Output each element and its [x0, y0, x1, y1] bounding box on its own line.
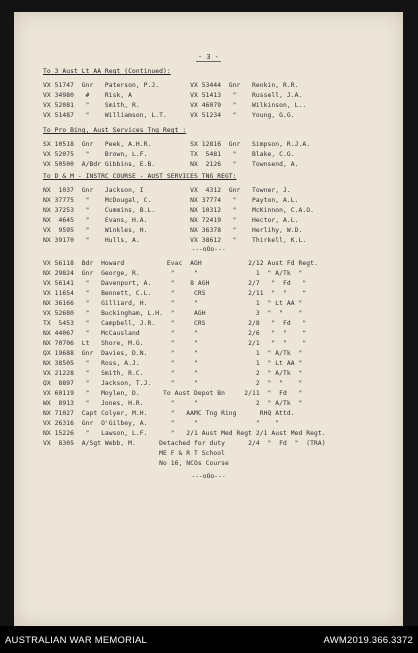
posting-row: VX 8305 A/Sgt Webb, M. Detached for duty 2/4 " Fd " (TRA) — [43, 440, 326, 447]
posting-row: VX 26316 Gnr O'Gilbey, A. " " " " — [43, 420, 280, 427]
posting-row: NX 44067 " McCausland " " 2/6 " " " — [43, 330, 307, 337]
posting-row: VX 11654 " Bennett, C.L. " CRS 2/11 " " " — [43, 290, 307, 297]
posting-row: WX 8913 " Jones, H.R. " " 2 " A/Tk " — [43, 400, 303, 407]
separator-end: ---oOo--- — [191, 473, 226, 480]
posting-row: VX 60119 " Moylen, D. To Aust Depot Bn 2/11 " Fd " — [43, 390, 303, 397]
posting-row: TX 5453 " Campbell, J.R. " CRS 2/8 " Fd " — [43, 320, 307, 327]
posting-row: VX 56141 " Davenport, A. " 8 AGH 2/7 " Fd " — [43, 280, 307, 287]
posting-row: NX 36166 " Gilliard, H. " " 1 " Lt AA " — [43, 300, 303, 307]
roll-row: NX 37775 " McDougal, C. NX 37774 " Payton, A.L. — [43, 197, 299, 204]
section-heading: To 3 Aust Lt AA Regt (Continued): — [43, 68, 171, 75]
roll-row: VX 52075 " Brown, L.F. TX 5481 " Blake, C.G. — [43, 151, 295, 158]
page-number: - 3 - — [197, 53, 220, 61]
posting-row: VX 56118 Bdr Howard Evac AGH 2/12 Aust Fd Regt. — [43, 260, 318, 267]
posting-row: No 16, NCOs Course — [43, 460, 229, 467]
roll-row: NX 4645 " Evans, H.A. NX 72419 " Hector, A.L. — [43, 217, 299, 224]
posting-row: VX 52680 " Buckingham, L.H. " AGH 3 " " " — [43, 310, 303, 317]
roll-row: VX 51487 " Williamson, L.T. VX 51234 " Young, G.G. — [43, 112, 295, 119]
posting-row: VX 21228 " Smith, R.C. " " 2 " A/Tk " — [43, 370, 303, 377]
footer-institution: AUSTRALIAN WAR MEMORIAL — [5, 635, 148, 646]
posting-row: QX 8897 " Jackson, T.J. " " 2 " " " — [43, 380, 303, 387]
roll-row: VX 50500 A/Bdr Gibbins, E.B. NX 2126 " Townsend, A. — [43, 161, 299, 168]
roll-row: NX 37253 " Cummins, B.L. NX 10312 " McKinnon, C.A.O. — [43, 207, 314, 214]
footer-accession: AWM2019.366.3372 — [323, 635, 413, 646]
section-heading: To D & M - INSTRC COURSE - AUST SERVICES TNG REGT: — [43, 173, 237, 180]
archive-footer — [0, 626, 418, 653]
posting-row: ME F & R T School — [43, 450, 225, 457]
separator: ---oOo--- — [191, 246, 226, 253]
roll-row: VX 52081 " Smith, R. VX 46079 " Wilkinson, L.. — [43, 102, 307, 109]
roll-row: VX 9595 " Winkles, H. NX 36378 " Herlihy, W.D. — [43, 227, 303, 234]
posting-row: NX 15226 " Lawson, L.F. " 2/1 Aust Med Regt 2/1 Aust Med Regt. — [43, 430, 326, 437]
posting-row: NX 38505 " Ross, A.J. " " 1 " Lt AA " — [43, 360, 303, 367]
posting-row: NX 70706 Lt Shore, M.G. " " 2/1 " " " — [43, 340, 307, 347]
roll-row: NX 39170 " Hulls, A. VX 38612 " Thirkell, K.L. — [43, 237, 307, 244]
roll-row: VX 51747 Gnr Paterson, P.J. VX 53444 Gnr Renkin, R.R. — [43, 82, 299, 89]
posting-row: NX 29824 Gnr George, R. " " 1 " A/Tk " — [43, 270, 303, 277]
roll-row: SX 10518 Gnr Peek, A.H.R. SX 12816 Gnr Simpson, R.J.A. — [43, 141, 311, 148]
posting-row: NX 71027 Capt Colyer, M.H. " AAMC Tng Ring RHQ Attd. — [43, 410, 295, 417]
roll-row: NX 1037 Gnr Jackson, I VX 4312 Gnr Towner, J. — [43, 187, 291, 194]
document-page — [14, 12, 403, 626]
roll-row: VX 34980 # Risk, A VX 51413 " Russell, J.A. — [43, 92, 303, 99]
posting-row: QX 19688 Gnr Davies, D.N. " " 1 " A/Tk " — [43, 350, 303, 357]
section-heading: To Pro Bing, Aust Services Tng Regt : — [43, 127, 187, 134]
